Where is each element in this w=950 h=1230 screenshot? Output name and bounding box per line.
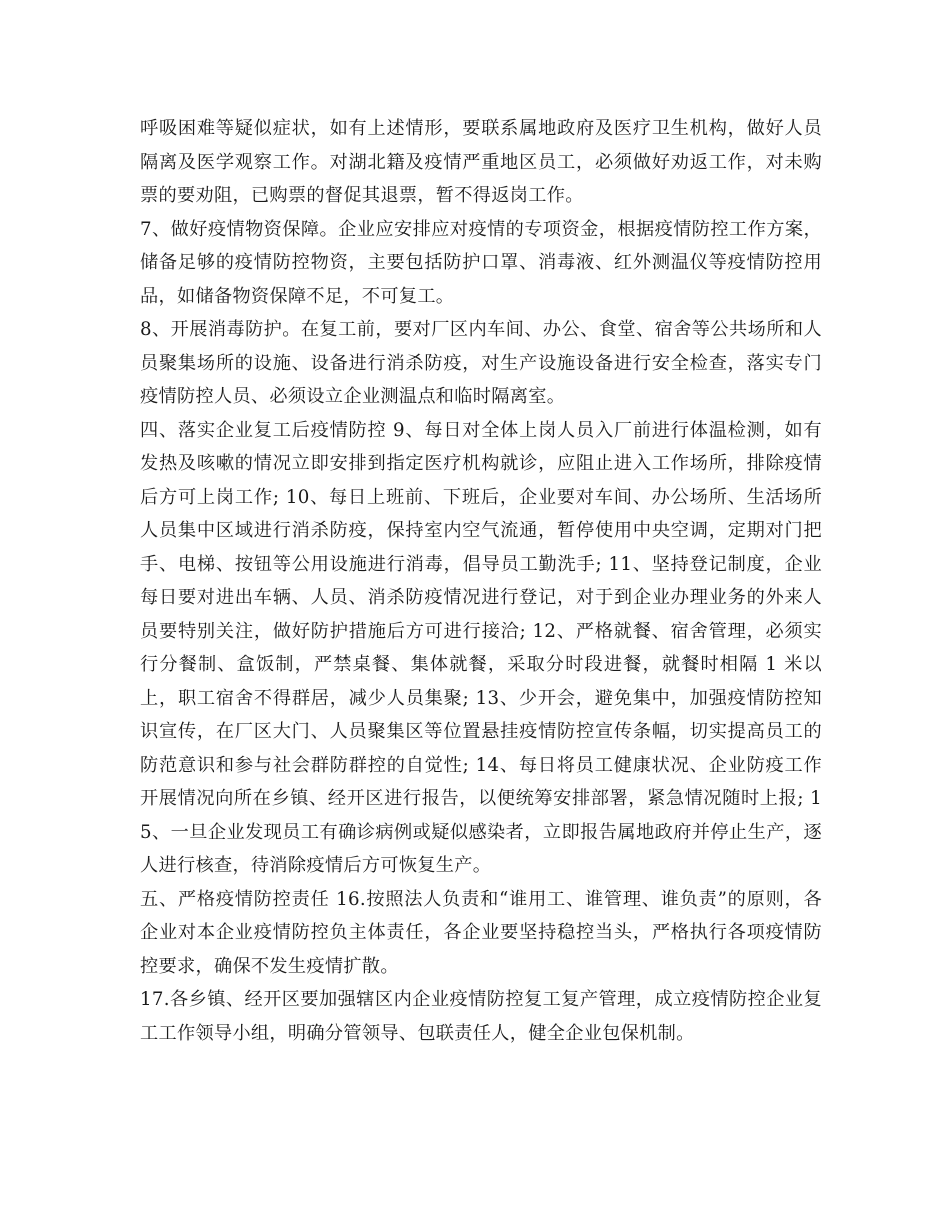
paragraph-section-4-post-resumption: 四、落实企业复工后疫情防控 9、每日对全体上岗人员入厂前进行体温检测，如有发热及咳嗽的情况立即安排到指定医疗机构就诊，应阻止进入工作场所，排除疫情后方可上岗工作; 10、每日上班前、下班后，企业要对车间、办公场所、生活场所人员集中区域进行消杀防疫，保持室内空气流通，暂停使用中央空调，定期对门把手、电梯、按钮等公用设施进行消毒，倡导员工勤洗手; 11、坚持登记制度，企业每日要对进出车辆、人员、消杀防疫情况进行登记，对于到企业办理业务的外来人员要特别关注，做好防护措施后方可进行接洽; 12、严格就餐、宿舍管理，必须实行分餐制、盒饭制，严禁桌餐、集体就餐，采取分时段进餐，就餐时相隔 1 米以上，职工宿舍不得群居，减少人员集聚; 13、少开会，避免集中，加强疫情防控知识宣传，在厂区大门、人员聚集区等位置悬挂疫情防控宣传条幅，切实提高员工的防范意识和参与社会群防群控的自觉性; 14、每日将员工健康状况、企业防疫工作开展情况向所在乡镇、经开区进行报告，以便统筹安排部署，紧急情况随时上报; 15、一旦企业发现员工有确诊病例或疑似感染者，立即报告属地政府并停止生产，逐人进行核查，待消除疫情后方可恢复生产。 [140,419,822,876]
paragraph-isolation-return: 呼吸困难等疑似症状，如有上述情形，要联系属地政府及医疗卫生机构，做好人员隔离及医学观察工作。对湖北籍及疫情严重地区员工，必须做好劝返工作，对未购票的要劝阻，已购票的督促其退票，暂不得返岗工作。 [140,118,822,206]
paragraph-item-17-management: 17.各乡镇、经开区要加强辖区内企业疫情防控复工复产管理，成立疫情防控企业复工工作领导小组，明确分管领导、包联责任人，健全企业包保机制。 [140,989,822,1044]
document-body [140,112,822,1050]
paragraph-item-8-disinfection: 8、开展消毒防护。在复工前，要对厂区内车间、办公、食堂、宿舍等公共场所和人员聚集场所的设施、设备进行消杀防疫，对生产设施设备进行安全检查，落实专门疫情防控人员、必须设立企业测温点和临时隔离室。 [140,319,822,407]
paragraph-item-7-supplies: 7、做好疫情物资保障。企业应安排应对疫情的专项资金，根据疫情防控工作方案，储备足够的疫情防控物资，主要包括防护口罩、消毒液、红外测温仪等疫情防控用品，如储备物资保障不足，不可复工。 [140,218,822,307]
paragraph-section-5-responsibility: 五、严格疫情防控责任 16.按照法人负责和“谁用工、谁管理、谁负责”的原则，各企业对本企业疫情防控负主体责任，各企业要坚持稳控当头，严格执行各项疫情防控要求，确保不发生疫情扩散。 [140,888,822,977]
